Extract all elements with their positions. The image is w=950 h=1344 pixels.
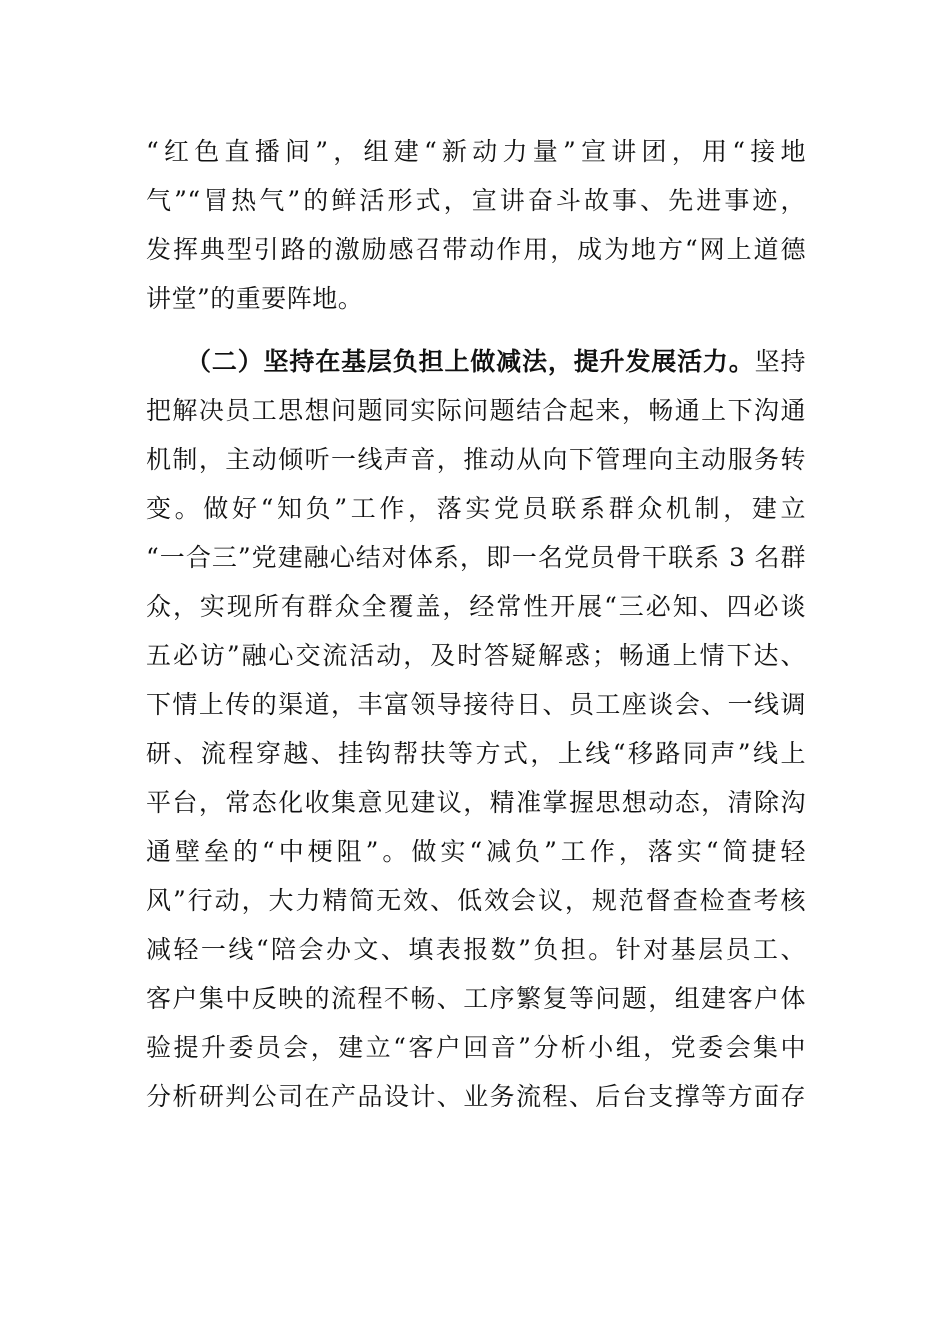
heading-tail-text: 坚持 (754, 347, 806, 376)
paragraph-line: 五必访”融心交流活动，及时答疑解惑；畅通上情下达、 (146, 641, 806, 670)
paragraph-line: 把解决员工思想问题同实际问题结合起来，畅通上下沟通 (146, 396, 806, 425)
section-heading: （二）坚持在基层负担上做减法，提升发展活力。 (186, 347, 755, 376)
paragraph-line: 气”“冒热气”的鲜活形式，宣讲奋斗故事、先进事迹， (146, 186, 806, 215)
paragraph-line: 下情上传的渠道，丰富领导接待日、员工座谈会、一线调 (146, 690, 806, 719)
paragraph-line: 机制，主动倾听一线声音，推动从向下管理向主动服务转 (146, 445, 806, 474)
paragraph-line: 减轻一线“陪会办文、填表报数”负担。针对基层员工、 (146, 935, 806, 964)
paragraph-line: 风”行动，大力精简无效、低效会议，规范督查检查考核 (146, 886, 806, 915)
paragraph-line: 变。做好“知负”工作，落实党员联系群众机制，建立 (146, 494, 806, 523)
paragraph-line: 研、流程穿越、挂钩帮扶等方式，上线“移路同声”线上 (146, 739, 806, 768)
section-heading-line (146, 342, 806, 382)
paragraph-line: 验提升委员会，建立“客户回音”分析小组，党委会集中 (146, 1033, 806, 1062)
paragraph-line: 通壁垒的“中梗阻”。做实“减负”工作，落实“简捷轻 (146, 837, 806, 866)
paragraph-line: 众，实现所有群众全覆盖，经常性开展“三必知、四必谈 (146, 592, 806, 621)
paragraph-line: “红色直播间”，组建“新动力量”宣讲团，用“接地 (146, 137, 806, 166)
paragraph-line: 客户集中反映的流程不畅、工序繁复等问题，组建客户体 (146, 984, 806, 1013)
paragraph-line: “一合三”党建融心结对体系，即一名党员骨干联系 3 名群 (146, 543, 806, 572)
paragraph-line: 平台，常态化收集意见建议，精准掌握思想动态，清除沟 (146, 788, 806, 817)
paragraph-line: 讲堂”的重要阵地。 (146, 284, 364, 313)
paragraph-line: 分析研判公司在产品设计、业务流程、后台支撑等方面存 (146, 1082, 806, 1111)
paragraph-line: 发挥典型引路的激励感召带动作用，成为地方“网上道德 (146, 235, 806, 264)
